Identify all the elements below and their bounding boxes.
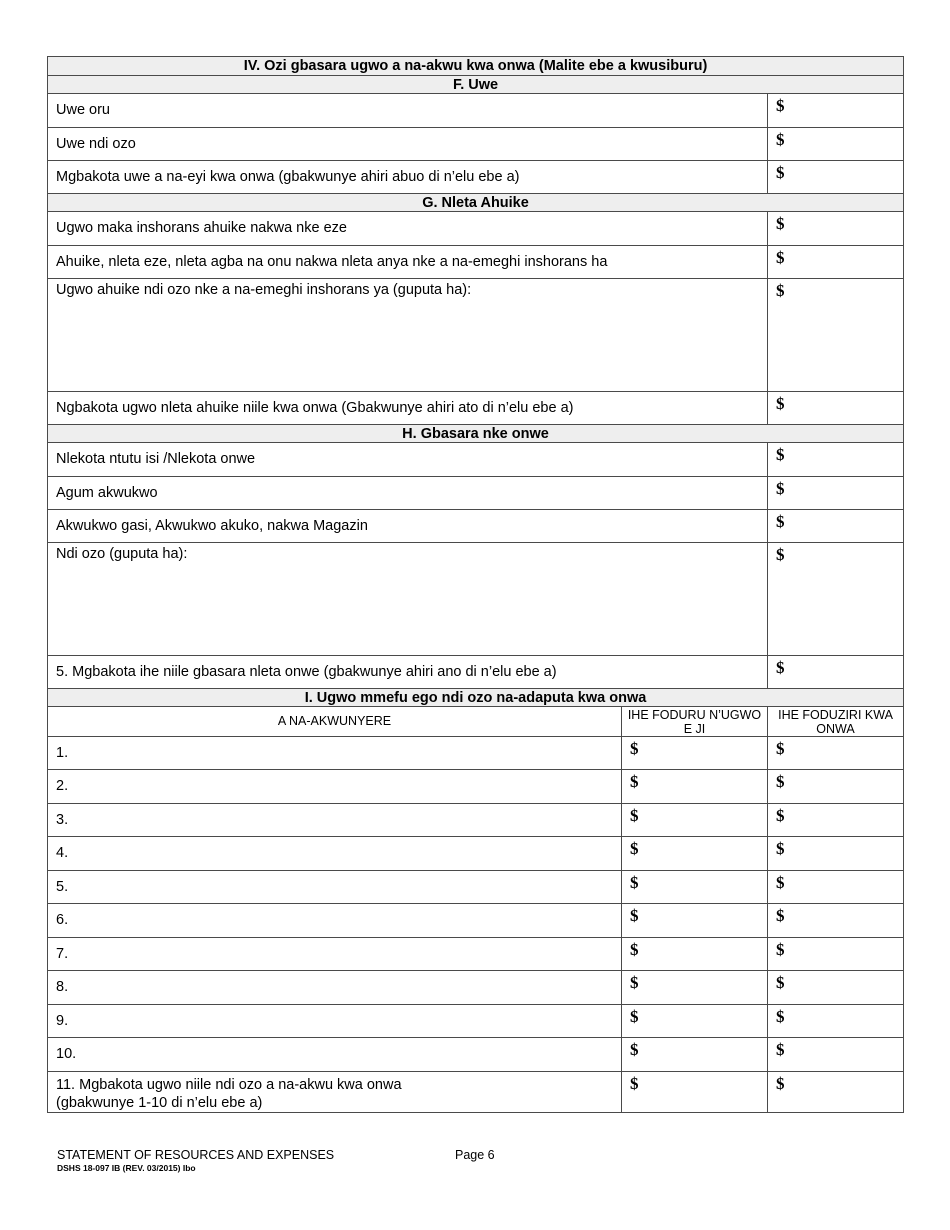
column-header-balance: IHE FODURU N’UGWO E JI [622,707,768,737]
table-row [48,1038,904,1072]
table-row [48,1005,904,1038]
health-insurance-amount-field[interactable] [768,212,904,246]
monthly-amount-field[interactable] [768,770,904,804]
column-header-monthly: IHE FODUZIRI KWA ONWA [768,707,904,737]
debt-row-label[interactable]: 6. [48,904,622,938]
monthly-amount-field[interactable] [768,971,904,1005]
personal-total-label: 5. Mgbakota ihe niile gbasara nleta onwe (gbakwunye ahiri ano di n’elu ebe a) [48,656,768,689]
debt-row-label[interactable]: 9. [48,1005,622,1038]
table-row [48,837,904,871]
dollar-sign: $ [630,806,639,825]
debt-total-line2: (gbakwunye 1-10 di n’elu ebe a) [56,1095,263,1111]
column-header-creditor: A NA-AKWUNYERE [48,707,622,737]
dollar-sign: $ [776,479,785,498]
dollar-sign: $ [630,1007,639,1026]
section-i-title: I. Ugwo mmefu ego ndi ozo na-adaputa kwa onwa [48,689,904,707]
balance-amount-field[interactable] [622,770,768,804]
expenses-form-table [47,56,904,1113]
table-row [48,804,904,837]
education-label: Agum akwukwo [48,477,768,510]
monthly-amount-field[interactable] [768,804,904,837]
dollar-sign: $ [630,973,639,992]
debt-row-label[interactable]: 2. [48,770,622,804]
dollar-sign: $ [630,940,639,959]
dollar-sign: $ [776,96,785,115]
footer [57,1148,334,1173]
debt-row-label[interactable]: 1. [48,737,622,770]
dollar-sign: $ [776,873,785,892]
section-g-title: G. Nleta Ahuike [48,194,904,212]
debt-row-label[interactable]: 3. [48,804,622,837]
medical-total-amount-field[interactable] [768,392,904,425]
dollar-sign: $ [776,248,785,267]
dollar-sign: $ [776,940,785,959]
monthly-amount-field[interactable] [768,1038,904,1072]
table-row [48,971,904,1005]
dollar-sign: $ [776,772,785,791]
debt-row-label[interactable]: 8. [48,971,622,1005]
monthly-amount-field[interactable] [768,938,904,971]
monthly-amount-field[interactable] [768,837,904,871]
balance-amount-field[interactable] [622,904,768,938]
debt-row-label[interactable]: 7. [48,938,622,971]
section-f-title: F. Uwe [48,76,904,94]
uwe-oru-label: Uwe oru [48,94,768,128]
balance-amount-field[interactable] [622,804,768,837]
debt-total-label [48,1072,622,1113]
health-insurance-label: Ugwo maka inshorans ahuike nakwa nke eze [48,212,768,246]
dollar-sign: $ [776,281,785,300]
personal-care-label: Nlekota ntutu isi /Nlekota onwe [48,443,768,477]
page-number: Page 6 [455,1148,495,1162]
dollar-sign: $ [630,1074,639,1093]
total-balance-amount-field[interactable] [622,1072,768,1113]
dollar-sign: $ [776,739,785,758]
debt-row-label[interactable]: 10. [48,1038,622,1072]
uwe-total-label: Mgbakota uwe a na-eyi kwa onwa (gbakwunye ahiri abuo di n’elu ebe a) [48,161,768,194]
monthly-amount-field[interactable] [768,871,904,904]
table-row [48,871,904,904]
uwe-ndi-ozo-label: Uwe ndi ozo [48,128,768,161]
medical-total-label: Ngbakota ugwo nleta ahuike niile kwa onwa (Gbakwunye ahiri ato di n’elu ebe a) [48,392,768,425]
footer-statement: STATEMENT OF RESOURCES AND EXPENSES [57,1148,335,1162]
balance-amount-field[interactable] [622,871,768,904]
personal-total-amount-field[interactable] [768,656,904,689]
dollar-sign: $ [630,772,639,791]
other-medical-amount-field[interactable] [768,279,904,392]
other-personal-label[interactable]: Ndi ozo (guputa ha): [48,543,768,656]
balance-amount-field[interactable] [622,971,768,1005]
monthly-amount-field[interactable] [768,737,904,770]
total-monthly-amount-field[interactable] [768,1072,904,1113]
balance-amount-field[interactable] [622,1005,768,1038]
table-row [48,1072,904,1113]
balance-amount-field[interactable] [622,837,768,871]
uwe-oru-amount-field[interactable] [768,94,904,128]
debt-row-label[interactable]: 5. [48,871,622,904]
dollar-sign: $ [776,545,785,564]
balance-amount-field[interactable] [622,938,768,971]
dollar-sign: $ [776,512,785,531]
dollar-sign: $ [776,394,785,413]
uninsured-medical-amount-field[interactable] [768,246,904,279]
dollar-sign: $ [776,1040,785,1059]
personal-care-amount-field[interactable] [768,443,904,477]
table-row [48,904,904,938]
debt-row-label[interactable]: 4. [48,837,622,871]
dollar-sign: $ [776,163,785,182]
dollar-sign: $ [776,130,785,149]
uwe-total-amount-field[interactable] [768,161,904,194]
debt-total-line1: 11. Mgbakota ugwo niile ndi ozo a na-akwu kwa onwa [56,1077,402,1093]
monthly-amount-field[interactable] [768,1005,904,1038]
section-h-title: H. Gbasara nke onwe [48,425,904,443]
dollar-sign: $ [776,839,785,858]
dollar-sign: $ [776,806,785,825]
books-magazines-label: Akwukwo gasi, Akwukwo akuko, nakwa Magazin [48,510,768,543]
balance-amount-field[interactable] [622,1038,768,1072]
monthly-amount-field[interactable] [768,904,904,938]
dollar-sign: $ [630,873,639,892]
uwe-ndi-ozo-amount-field[interactable] [768,128,904,161]
dollar-sign: $ [776,973,785,992]
dollar-sign: $ [630,906,639,925]
table-row [48,737,904,770]
footer-form-number: DSHS 18-097 IB (REV. 03/2015) Ibo [57,1163,196,1173]
education-amount-field[interactable] [768,477,904,510]
table-row [48,938,904,971]
books-magazines-amount-field[interactable] [768,510,904,543]
uninsured-medical-label: Ahuike, nleta eze, nleta agba na onu nakwa nleta anya nke a na-emeghi inshorans ha [48,246,768,279]
balance-amount-field[interactable] [622,737,768,770]
section-iv-title: IV. Ozi gbasara ugwo a na-akwu kwa onwa (Malite ebe a kwusiburu) [48,57,904,76]
dollar-sign: $ [630,739,639,758]
dollar-sign: $ [630,839,639,858]
other-personal-amount-field[interactable] [768,543,904,656]
dollar-sign: $ [776,214,785,233]
table-row [48,770,904,804]
dollar-sign: $ [776,445,785,464]
dollar-sign: $ [776,658,785,677]
dollar-sign: $ [630,1040,639,1059]
other-medical-label[interactable]: Ugwo ahuike ndi ozo nke a na-emeghi inshorans ya (guputa ha): [48,279,768,392]
dollar-sign: $ [776,1007,785,1026]
dollar-sign: $ [776,906,785,925]
dollar-sign: $ [776,1074,785,1093]
